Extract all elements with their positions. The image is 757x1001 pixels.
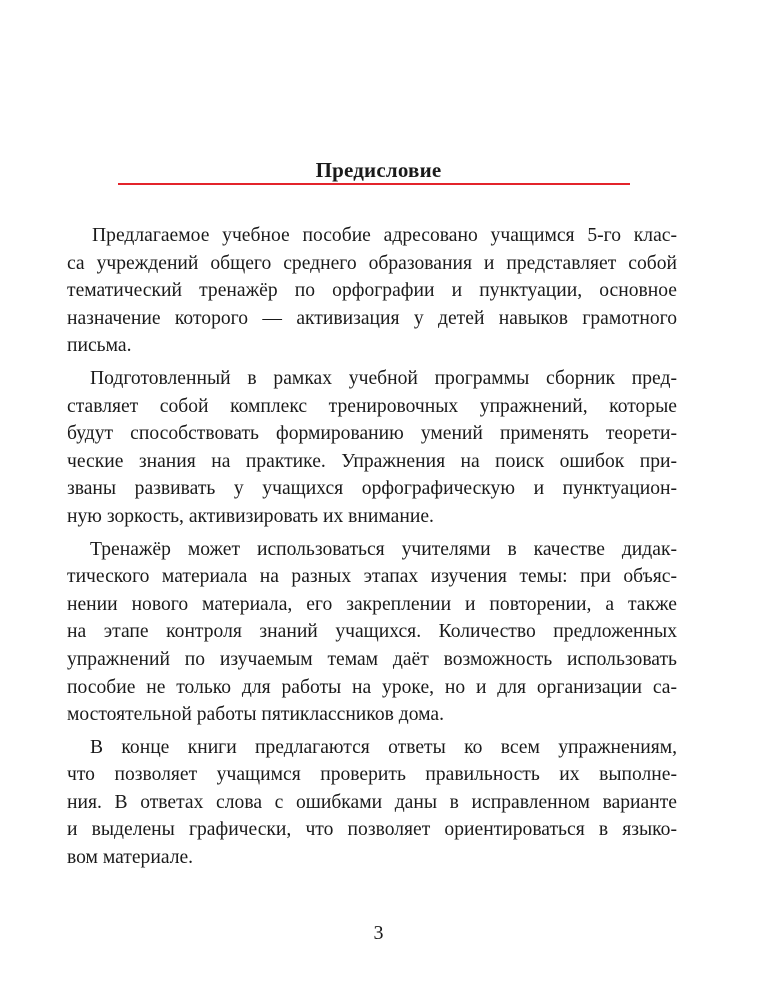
text-line: тического материала на разных этапах изучения темы: при объяс- — [67, 566, 677, 588]
text-line: Предлагаемое учебное пособие адресовано учащимся 5-го клас- — [92, 225, 677, 246]
text-line: В конце книги предлагаются ответы ко всем упражнениям, — [90, 736, 677, 758]
paragraph-3 — [67, 536, 677, 729]
text-line: нении нового материала, его закреплении и повторении, а также — [67, 593, 677, 615]
text-line: ния. В ответах слова с ошибками даны в исправленном варианте — [67, 791, 677, 813]
text-line: са учреждений общего среднего образования и представляет собой — [67, 252, 677, 274]
text-line: на этапе контроля знаний учащихся. Количество предложенных — [67, 621, 677, 643]
text-line: званы развивать у учащихся орфографическую и пунктуацион- — [67, 478, 677, 500]
text-line: Подготовленный в рамках учебной программы сборник пред- — [90, 367, 677, 389]
paragraph-1 — [67, 222, 677, 360]
preface-body — [67, 222, 677, 877]
text-line: вом материале. — [67, 847, 194, 869]
text-line: письма. — [67, 335, 132, 357]
text-line: будут способствовать формированию умений применять теорети- — [67, 423, 677, 445]
text-line: ческие знания на практике. Упражнения на поиск ошибок при- — [67, 450, 677, 472]
title-underline — [118, 183, 630, 185]
text-line: Тренажёр может использоваться учителями в качестве дидак- — [90, 538, 677, 560]
text-line: упражнений по изучаемым темам даёт возможность использовать — [67, 648, 677, 670]
text-line: назначение которого — активизация у детей навыков грамотного — [67, 307, 677, 329]
paragraph-2 — [67, 365, 677, 531]
text-line: пособие не только для работы на уроке, но и для организации са- — [67, 676, 677, 698]
page-title: Предисловие — [315, 158, 442, 182]
text-line: и выделены графически, что позволяет ориентироваться в языко- — [67, 819, 677, 841]
text-line: ставляет собой комплекс тренировочных упражнений, которые — [67, 395, 677, 417]
text-line: мостоятельной работы пятиклассников дома. — [67, 704, 445, 726]
page-number: 3 — [373, 922, 384, 944]
text-line: тематический тренажёр по орфографии и пунктуации, основное — [67, 280, 677, 302]
paragraph-4 — [67, 734, 677, 872]
text-line: ную зоркость, активизировать их внимание. — [67, 505, 434, 527]
text-line: что позволяет учащимся проверить правильность их выполне- — [67, 764, 677, 786]
